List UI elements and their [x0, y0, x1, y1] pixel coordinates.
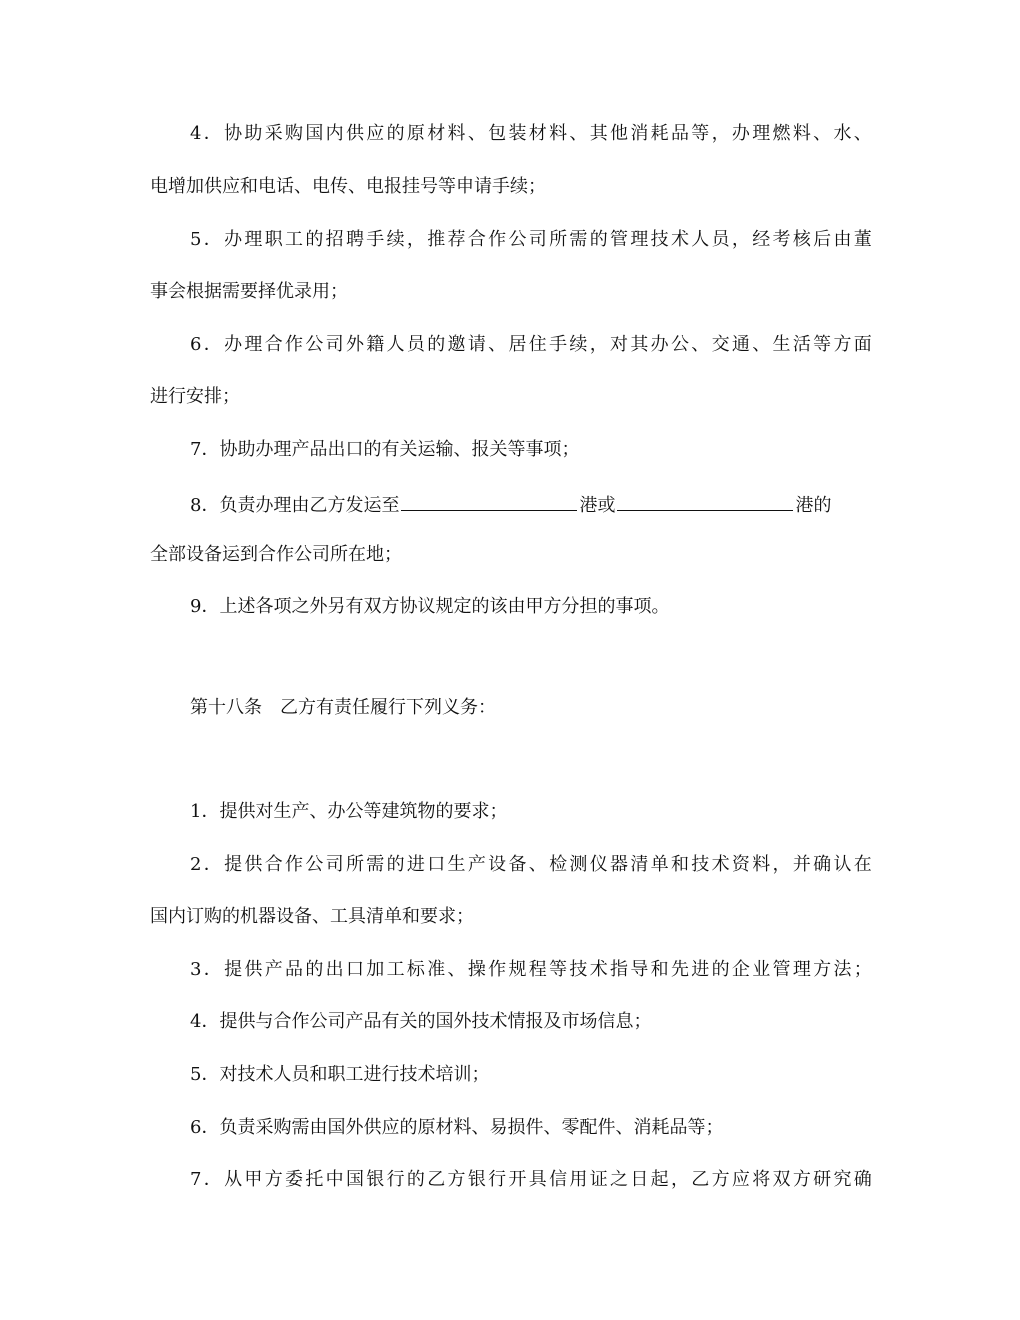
paragraph-a8-line2: 全部设备运到合作公司所在地； [150, 544, 402, 565]
paragraph-a8-suffix: 港的 [795, 495, 832, 516]
article-heading: 第十八条 乙方有责任履行下列义务： [190, 697, 496, 718]
paragraph-b3: 3 ． 提 供 产 品 的 出 口 加 工 标 准 、 操 作 规 程 等 技 术 指 导 和 先 进 的 企 业 管 理 方 法 ； [190, 959, 872, 980]
paragraph-a8-prefix: 8．负责办理由乙方发运至 [190, 495, 400, 516]
paragraph-b2-line2: 国内订购的机器设备、工具清单和要求； [150, 906, 474, 927]
paragraph-b4: 4．提供与合作公司产品有关的国外技术情报及市场信息； [190, 1011, 652, 1032]
paragraph-a4-line1: 4 ． 协 助 采 购 国 内 供 应 的 原 材 料 、 包 装 材 料 、 其 他 消 耗 品 等 ， 办 理 燃 料 、 水 、 [190, 123, 872, 144]
port-blank-1 [401, 490, 577, 511]
paragraph-b6: 6．负责采购需由国外供应的原材料、易损件、零配件、消耗品等； [190, 1117, 724, 1138]
paragraph-a5-line1: 5 ． 办 理 职 工 的 招 聘 手 续 ， 推 荐 合 作 公 司 所 需 的 管 理 技 术 人 员 ， 经 考 核 后 由 董 [190, 229, 872, 250]
paragraph-a8-mid: 港或 [579, 495, 616, 516]
paragraph-a5-line2: 事会根据需要择优录用； [150, 281, 348, 302]
paragraph-b5: 5．对技术人员和职工进行技术培训； [190, 1064, 490, 1085]
paragraph-a4-line2: 电增加供应和电话、电传、电报挂号等申请手续； [150, 176, 546, 197]
paragraph-a7: 7．协助办理产品出口的有关运输、报关等事项； [190, 439, 580, 460]
paragraph-b2-line1: 2 ． 提 供 合 作 公 司 所 需 的 进 口 生 产 设 备 、 检 测 仪 器 清 单 和 技 术 资 料 ， 并 确 认 在 [190, 854, 872, 875]
paragraph-b7-line1: 7 ． 从 甲 方 委 托 中 国 银 行 的 乙 方 银 行 开 具 信 用 证 之 日 起 ， 乙 方 应 将 双 方 研 究 确 [190, 1169, 872, 1190]
paragraph-a6-line2: 进行安排； [150, 386, 240, 407]
paragraph-a9: 9．上述各项之外另有双方协议规定的该由甲方分担的事项。 [190, 596, 670, 617]
paragraph-a8-line1 [190, 490, 872, 516]
port-blank-2 [617, 490, 793, 511]
paragraph-b1: 1．提供对生产、办公等建筑物的要求； [190, 801, 508, 822]
paragraph-a6-line1: 6 ． 办 理 合 作 公 司 外 籍 人 员 的 邀 请 、 居 住 手 续 ， 对 其 办 公 、 交 通 、 生 活 等 方 面 [190, 334, 872, 355]
